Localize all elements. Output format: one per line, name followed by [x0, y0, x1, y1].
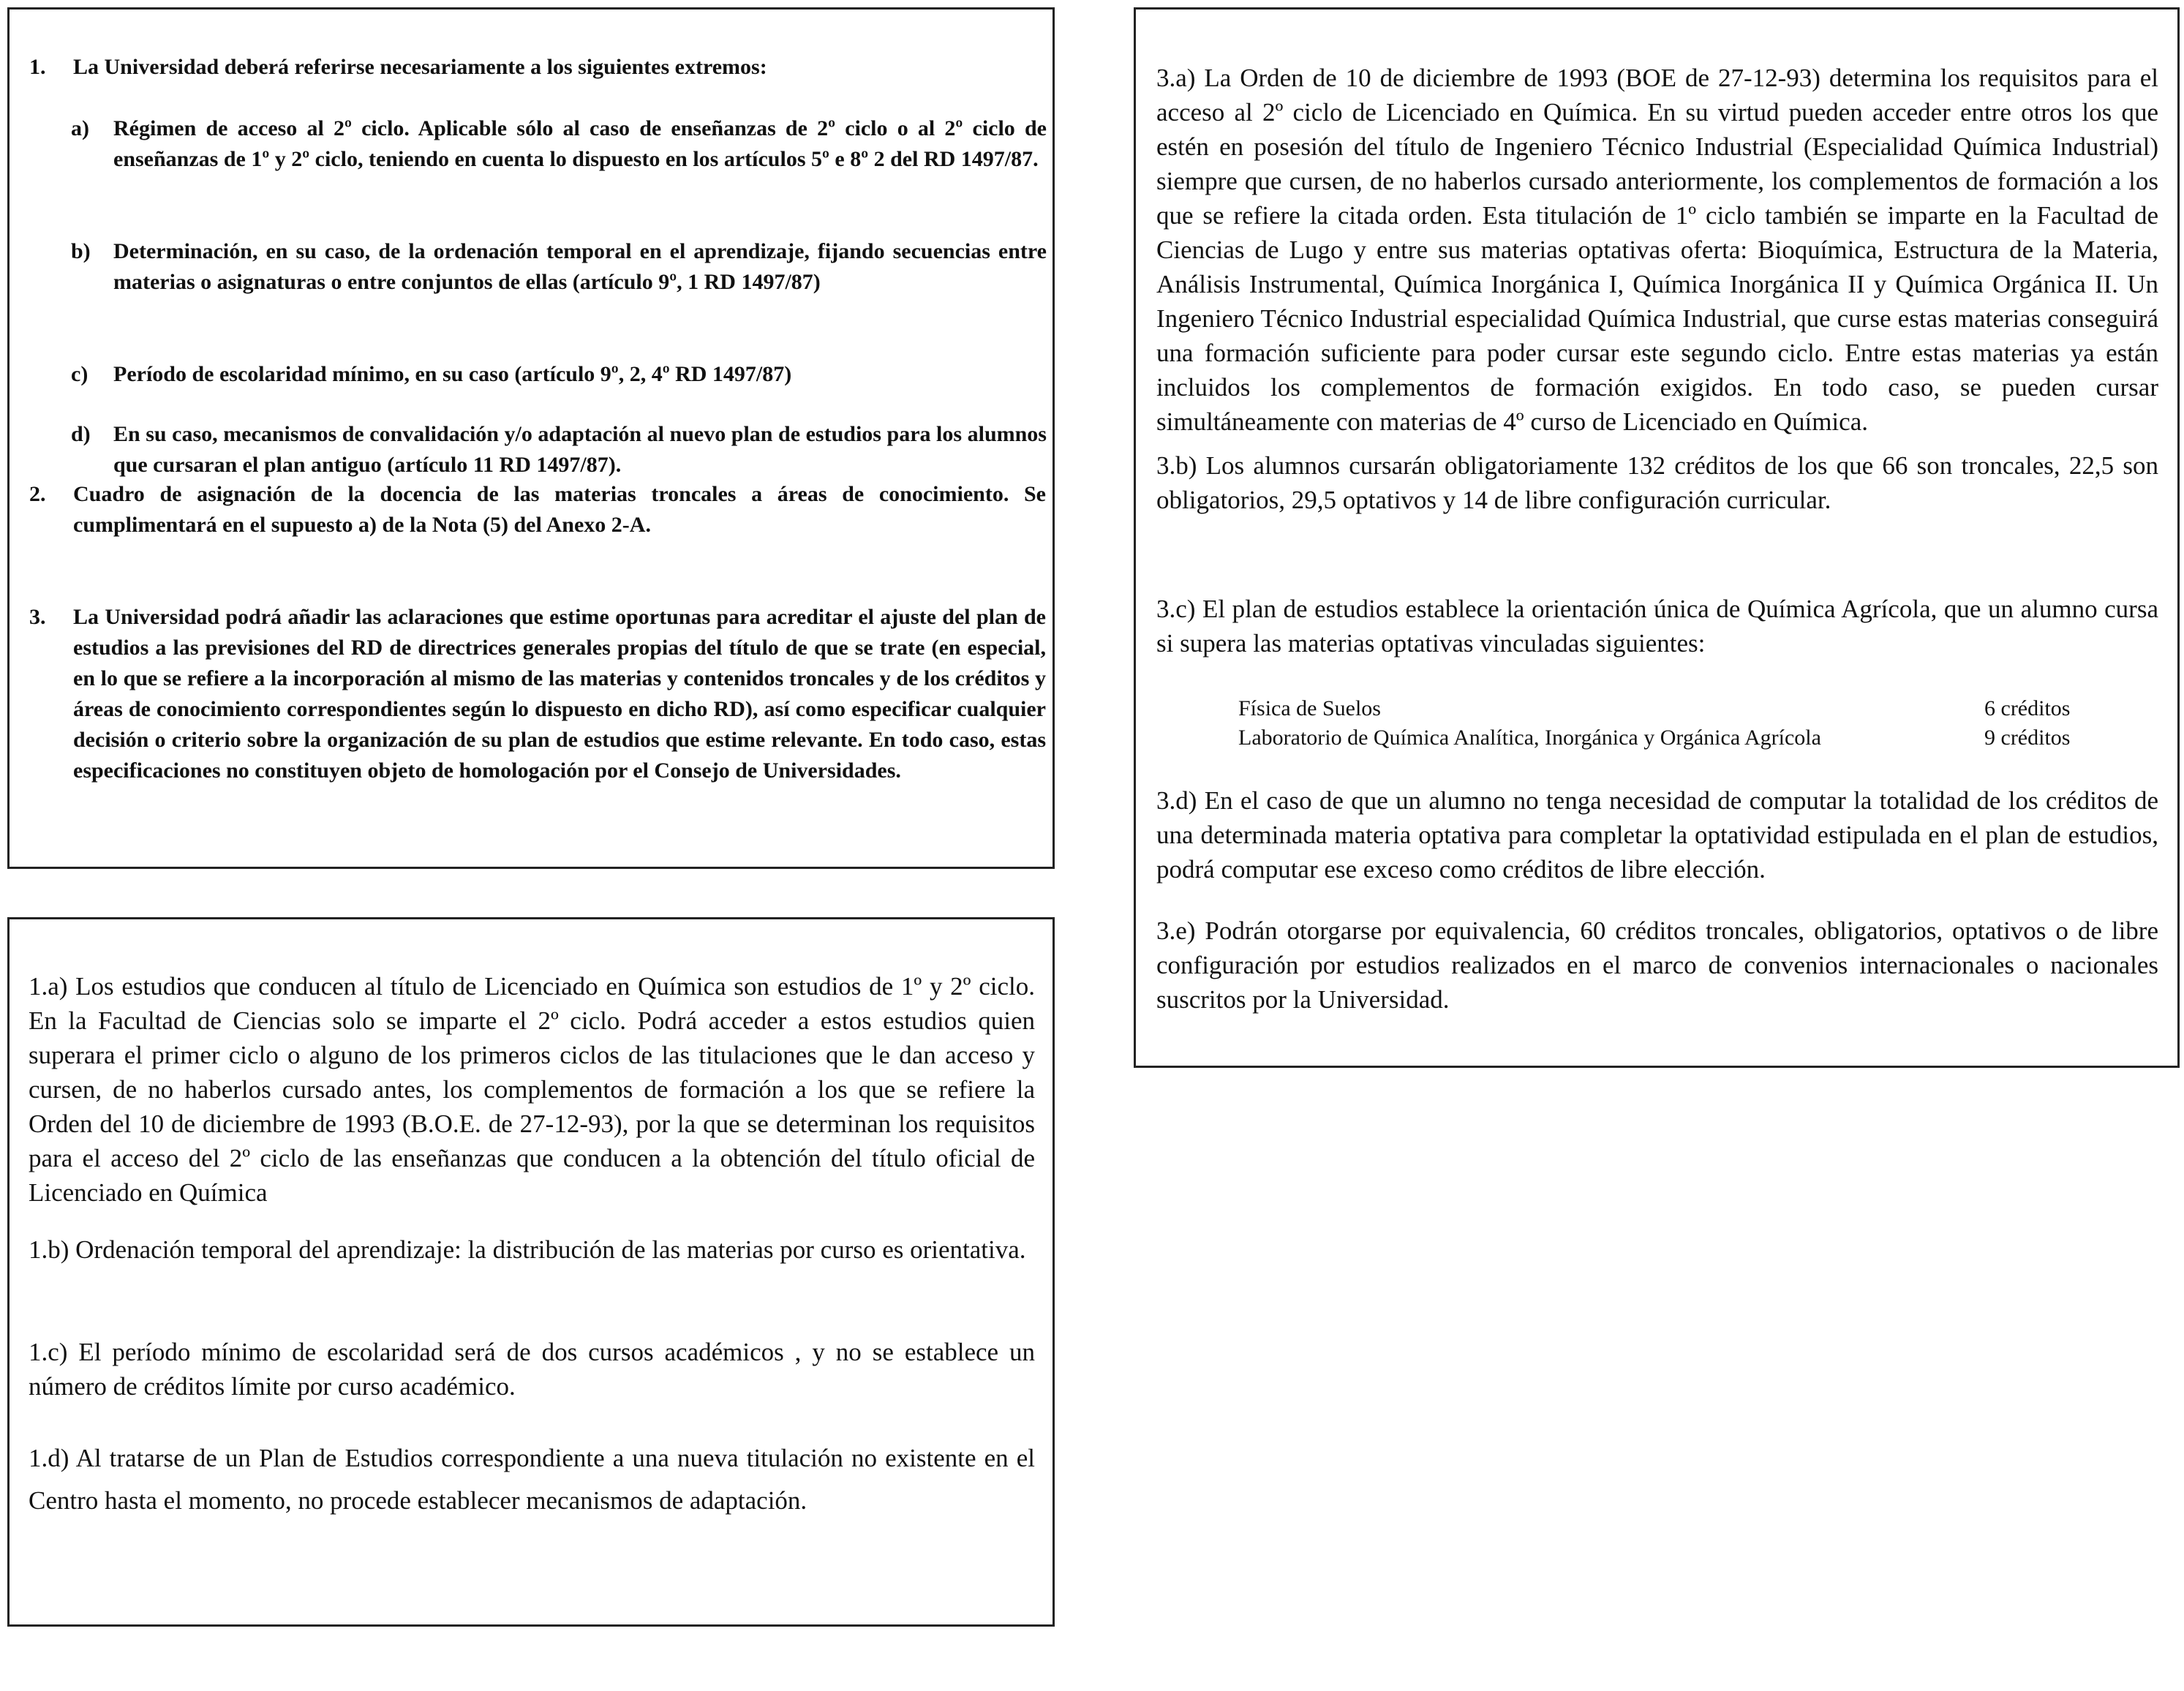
paragraph-1b: 1.b) Ordenación temporal del aprendizaje: la distribución de las materias por curso es orientativa.: [29, 1235, 1026, 1264]
item-text: En su caso, mecanismos de convalidación y/o adaptación al nuevo plan de estudios para los alumnos que cursaran el plan antiguo (artículo 11 RD 1497/87).: [113, 422, 1047, 477]
instruction-item-1a: [71, 113, 1047, 175]
clarifications-box: [1134, 7, 2180, 1068]
optional-subject-credits: 9 créditos: [1984, 726, 2071, 750]
instruction-item-2: [29, 479, 1046, 541]
paragraph-3e: 3.e) Podrán otorgarse por equivalencia, 60 créditos troncales, obligatorios, optativos o de libre configuración por estudios realizados en el marco de convenios internacionales o nacionales suscritos por la Universidad.: [1156, 916, 2158, 1014]
item-text: La Universidad podrá añadir las aclaraciones que estime oportunas para acreditar el ajuste del plan de estudios a las previsiones del RD de directrices generales propias del título de que se trate (en especial, en lo que se refiere a la incorporación al mismo de las materias y contenidos troncales y de los créditos y áreas de conocimiento correspondientes según lo dispuesto en dicho RD), así como especificar cualquier decisión o criterio sobre la organización de su plan de estudios que estime relevante. En todo caso, estas especificaciones no constituyen objeto de homologación por el Consejo de Universidades.: [73, 605, 1046, 783]
item-number: 1.: [29, 55, 46, 79]
instruction-item-1c: [71, 359, 1047, 390]
paragraph-1a: 1.a) Los estudios que conducen al título de Licenciado en Química son estudios de 1º y 2º ciclo. En la Facultad de Ciencias solo se imparte el 2º ciclo. Podrá acceder a estos estudios quien superara el primer ciclo o alguno de los primeros ciclos de las titulaciones que le dan acceso y cursen, de no haberlos cursado antes, los complementos de formación a los que se refiere la Orden del 10 de diciembre de 1993 (B.O.E. de 27-12-93), por la que se determinan los requisitos para el acceso del 2º ciclo de las enseñanzas que conducen a la obtención del título oficial de Licenciado en Química: [29, 972, 1035, 1207]
optional-subject-name: Laboratorio de Química Analítica, Inorgánica y Orgánica Agrícola: [1238, 726, 1821, 750]
item-text: Cuadro de asignación de la docencia de las materias troncales a áreas de conocimiento. Se cumplimentará en el supuesto a) de la Nota (5) del Anexo 2-A.: [73, 482, 1046, 537]
item-label: b): [71, 239, 91, 263]
instruction-item-1d: [71, 419, 1047, 481]
paragraph-3c: 3.c) El plan de estudios establece la orientación única de Química Agrícola, que un alumno cursa si supera las materias optativas vinculadas siguientes:: [1156, 595, 2158, 658]
item-label: a): [71, 116, 89, 140]
item-text: Determinación, en su caso, de la ordenación temporal en el aprendizaje, fijando secuencias entre materias o asignaturas o entre conjuntos de ellas (artículo 9º, 1 RD 1497/87): [113, 239, 1047, 294]
paragraph-1c: 1.c) El período mínimo de escolaridad será de dos cursos académicos , y no se establece un número de créditos límite por curso académico.: [29, 1338, 1035, 1401]
paragraph-3a: 3.a) La Orden de 10 de diciembre de 1993 (BOE de 27-12-93) determina los requisitos para el acceso al 2º ciclo de Licenciado en Química. En su virtud pueden acceder entre otros los que estén en posesión del título de Ingeniero Técnico Industrial (Especialidad Química Industrial) siempre que cursen, de no haberlos cursado anteriormente, los complementos de formación a los que se refiere la citada orden. Esta titulación de 1º ciclo también se imparte en la Facultad de Ciencias de Lugo y entre sus materias optativas oferta: Bioquímica, Estructura de la Materia, Análisis Instrumental, Química Inorgánica I, Química Inorgánica II y Química Orgánica II. Un Ingeniero Técnico Industrial especialidad Química Industrial, que curse estas materias conseguirá una formación suficiente para poder cursar este segundo ciclo. Entre estas materias ya están incluidos los complementos de formación exigidos. En todo caso, se pueden cursar simultáneamente con materias de 4º curso de Licenciado en Química.: [1156, 64, 2158, 436]
optional-subject-credits: 6 créditos: [1984, 696, 2071, 720]
instruction-item-1: [29, 52, 1046, 83]
item-number: 3.: [29, 605, 46, 629]
instruction-item-1b: [71, 236, 1047, 298]
instruction-item-3: [29, 602, 1046, 786]
optional-subject-name: Física de Suelos: [1238, 696, 1381, 720]
paragraph-3d: 3.d) En el caso de que un alumno no tenga necesidad de computar la totalidad de los créditos de una determinada materia optativa para completar la optatividad estipulada en el plan de estudios, podrá computar ese exceso como créditos de libre elección.: [1156, 786, 2158, 884]
paragraph-3b: 3.b) Los alumnos cursarán obligatoriamente 132 créditos de los que 66 son troncales, 22,5 son obligatorios, 29,5 optativos y 14 de libre configuración curricular.: [1156, 451, 2158, 514]
instructions-box: [7, 7, 1055, 869]
first-cycle-box: [7, 917, 1055, 1627]
item-number: 2.: [29, 482, 46, 506]
item-text: Régimen de acceso al 2º ciclo. Aplicable sólo al caso de enseñanzas de 2º ciclo o al 2º ciclo de enseñanzas de 1º y 2º ciclo, teniendo en cuenta lo dispuesto en los artículos 5º e 8º 2 del RD 1497/87.: [113, 116, 1047, 171]
item-text: La Universidad deberá referirse necesariamente a los siguientes extremos:: [73, 55, 767, 79]
paragraph-1d: 1.d) Al tratarse de un Plan de Estudios correspondiente a una nueva titulación no existente en el Centro hasta el momento, no procede establecer mecanismos de adaptación.: [29, 1444, 1035, 1515]
item-text: Período de escolaridad mínimo, en su caso (artículo 9º, 2, 4º RD 1497/87): [113, 362, 792, 386]
item-label: c): [71, 362, 89, 386]
item-label: d): [71, 422, 91, 446]
